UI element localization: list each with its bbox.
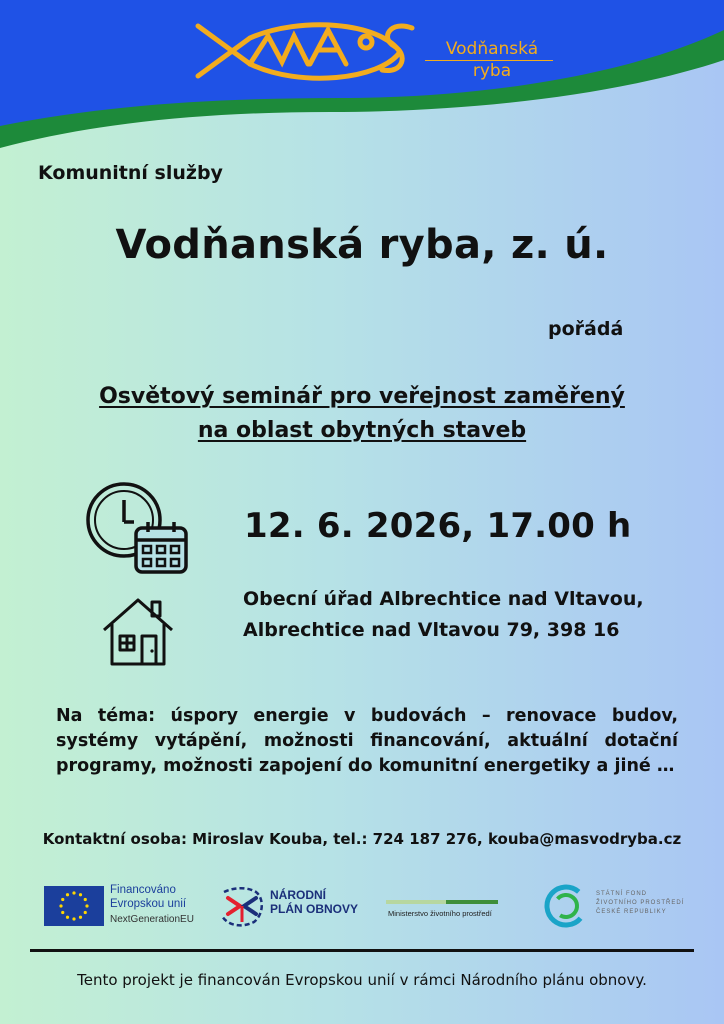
npo-logo-icon (218, 884, 266, 928)
address-line2: Albrechtice nad Vltavou 79, 398 16 (243, 619, 620, 641)
eu-star-icon (84, 898, 87, 901)
eu-star-icon (61, 898, 64, 901)
npo-text (270, 888, 358, 916)
sfzp-line2: ŽIVOTNÍHO PROSTŘEDÍ (596, 900, 685, 906)
sfzp-logo-icon (544, 884, 588, 928)
eu-star-icon (72, 891, 75, 894)
organizer-title: Vodňanská ryba, z. ú. (115, 222, 609, 268)
eu-flag-icon (44, 886, 104, 926)
logo-line2: ryba (472, 61, 512, 81)
category-label: Komunitní služby (38, 162, 223, 184)
sfzp-line3: ČESKÉ REPUBLIKY (596, 909, 667, 915)
event-address (243, 584, 644, 646)
eu-star-icon (79, 916, 82, 919)
address-line1: Obecní úřad Albrechtice nad Vltavou, (243, 588, 644, 610)
seminar-title (40, 380, 684, 448)
sfzp-text (596, 890, 684, 917)
contact-line: Kontaktní osoba: Miroslav Kouba, tel.: 724 187 276, kouba@masvodryba.cz (42, 830, 682, 848)
topic-paragraph: Na téma: úspory energie v budovách – renovace budov, systémy vytápění, možnosti financování, aktuální dotační programy, možnosti zapojení do komunitní energetiky a jiné … (56, 706, 678, 776)
eu-star-icon (85, 904, 88, 907)
clock-calendar-icon (84, 480, 192, 578)
logo-text (432, 38, 552, 82)
seminar-line1: Osvětový seminář pro veřejnost zaměřený (99, 384, 625, 409)
eu-star-icon (84, 911, 87, 914)
eu-star-icon (59, 904, 62, 907)
house-icon (100, 596, 176, 668)
sfzp-line1: STÁTNÍ FOND (596, 891, 647, 897)
event-datetime: 12. 6. 2026, 17.00 h (244, 506, 632, 546)
footer-text: Tento projekt je financován Evropskou unií v rámci Národního plánu obnovy. (77, 971, 647, 989)
npo-line1: NÁRODNÍ (270, 888, 326, 902)
organizes-label: pořádá (548, 318, 624, 340)
eu-star-icon (72, 917, 75, 920)
eu-funded-line2: Evropskou unií (110, 898, 187, 910)
eu-star-icon (66, 916, 69, 919)
eu-star-icon (66, 893, 69, 896)
eu-star-icon (79, 893, 82, 896)
logo-line1: Vodňanská (445, 39, 539, 59)
seminar-line2: na oblast obytných staveb (197, 418, 527, 443)
eu-funded-line1: Financováno (110, 884, 176, 896)
mas-fish-logo-icon (190, 14, 420, 94)
npo-line2: PLÁN OBNOVY (270, 902, 359, 916)
eu-funded-line3: NextGenerationEU (110, 914, 194, 925)
mzp-text: Ministerstvo životního prostředí (388, 909, 492, 918)
eu-star-icon (61, 911, 64, 914)
footer-divider (30, 949, 694, 952)
funding-logos (0, 880, 724, 940)
mzp-logo-bar (386, 900, 498, 904)
